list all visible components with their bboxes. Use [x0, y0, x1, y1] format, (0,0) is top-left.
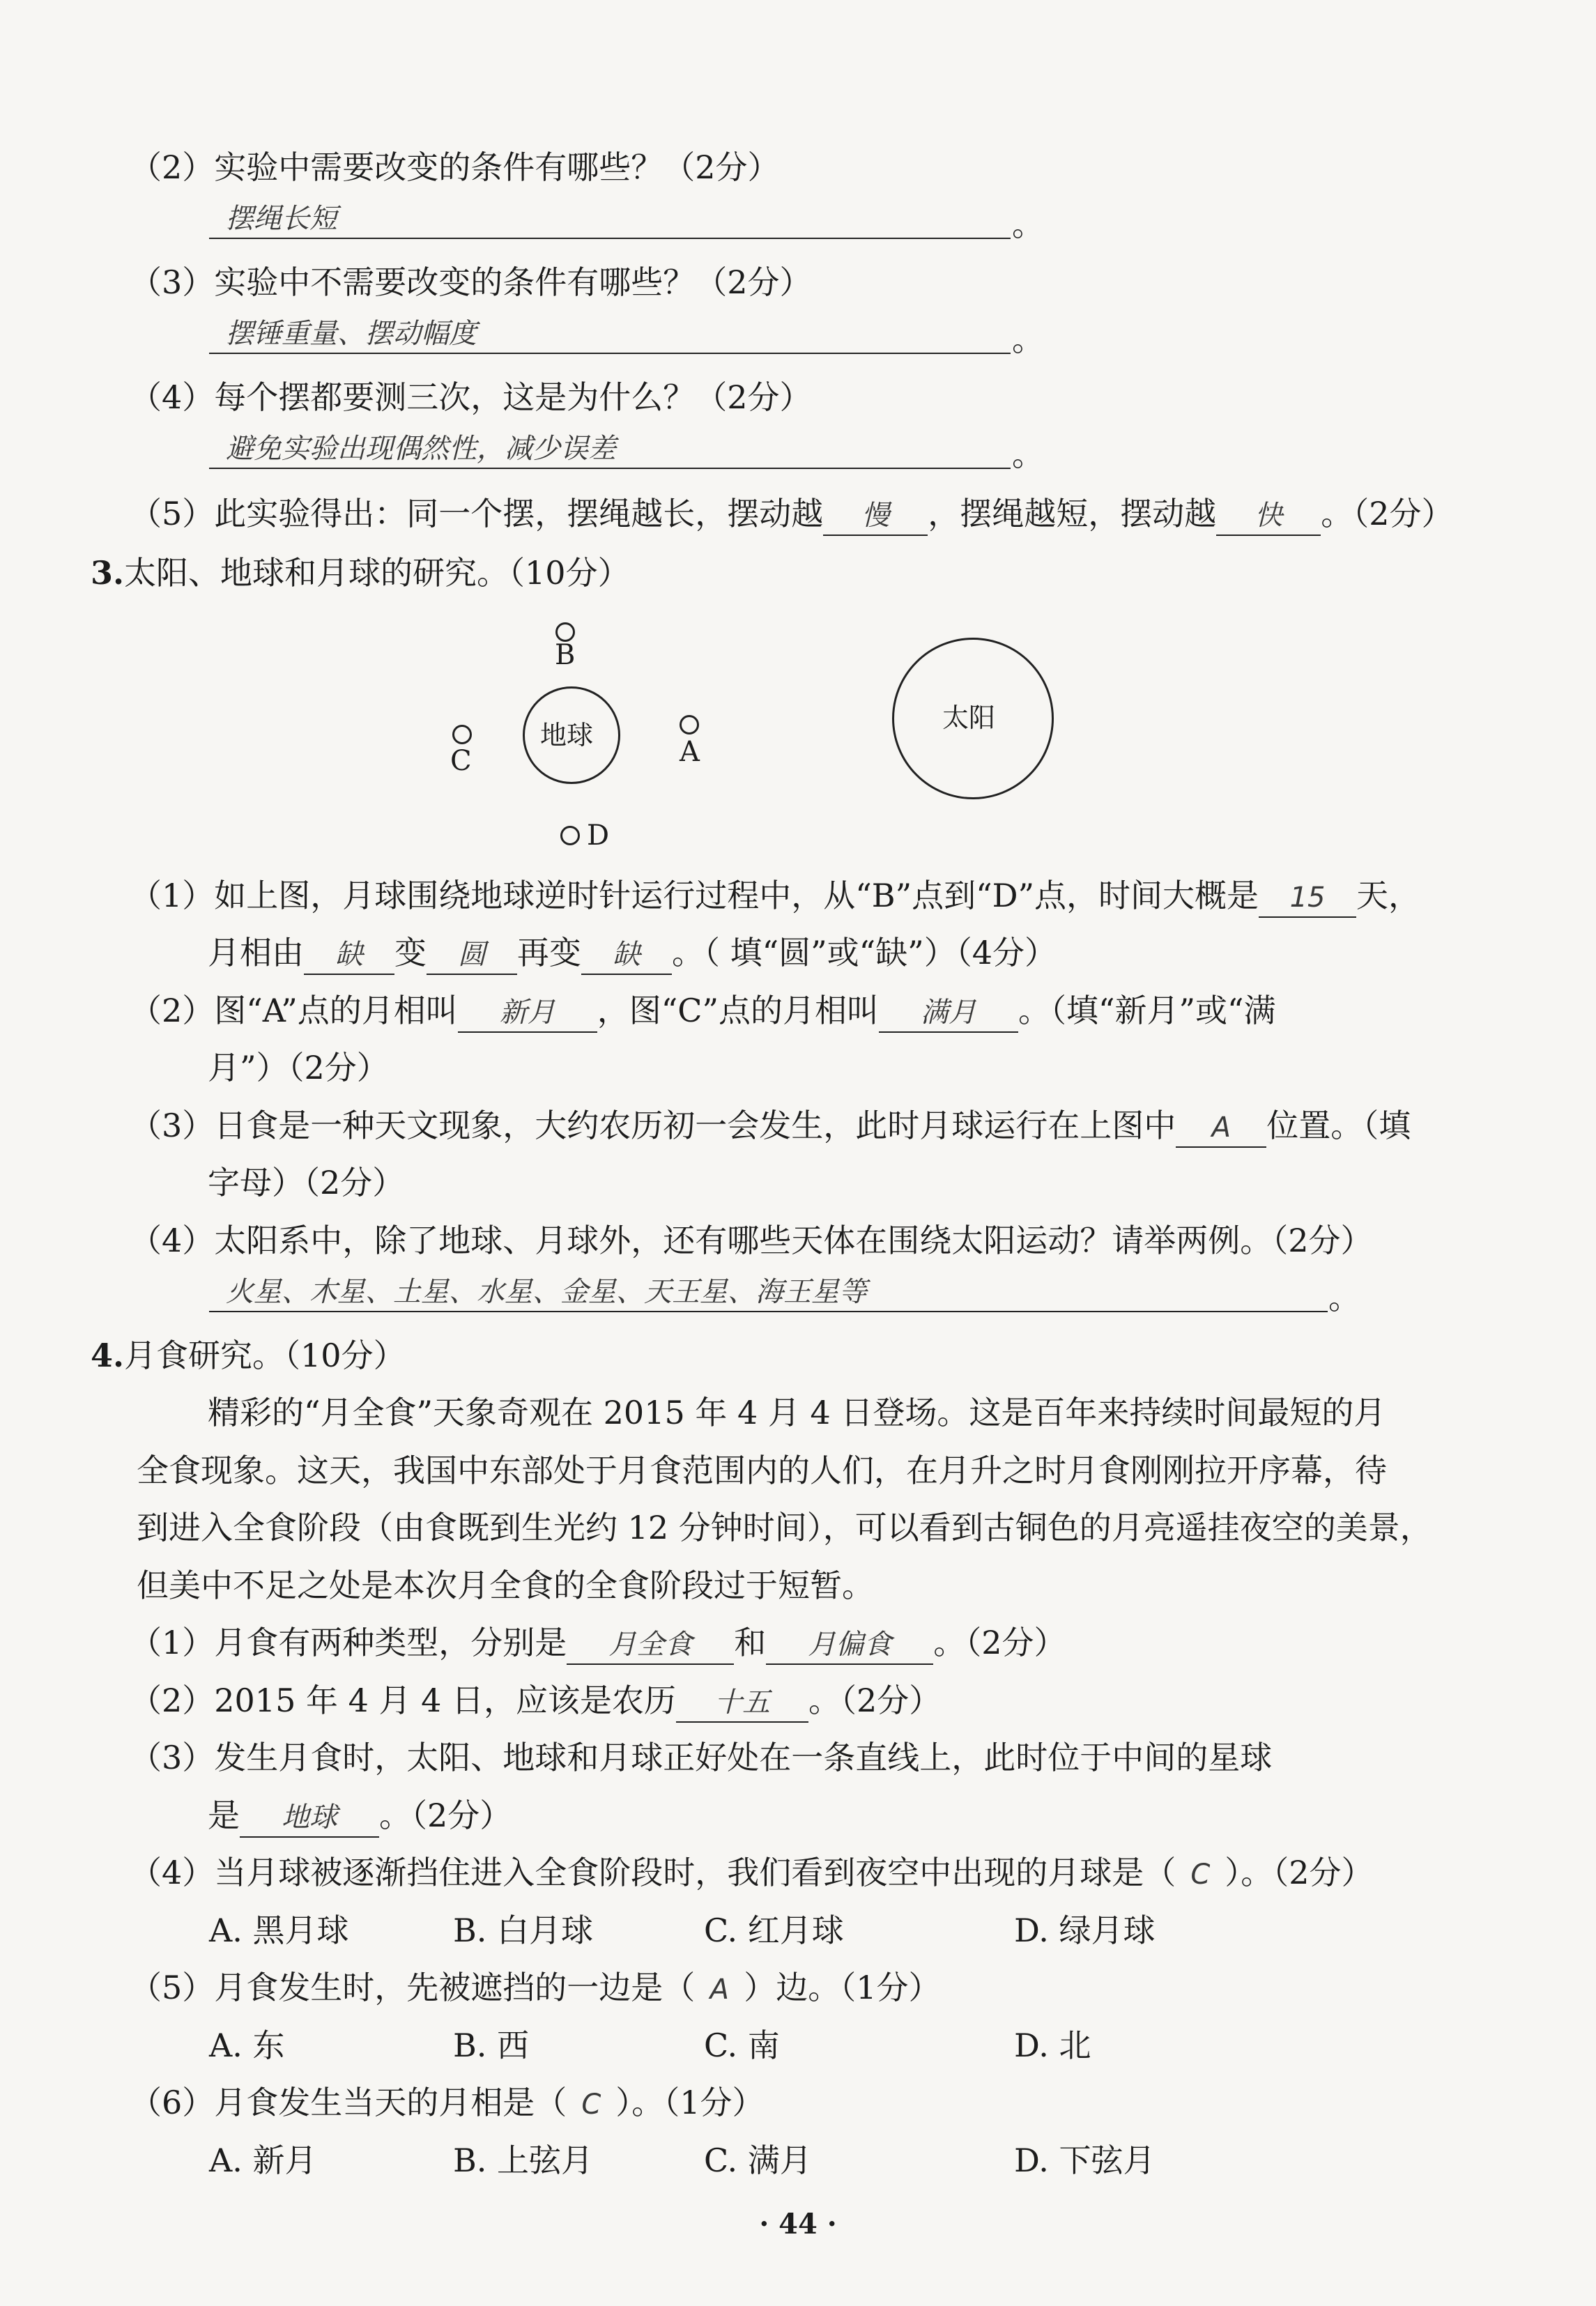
q2-part5-text-b: ，摆绳越短，摆动越: [928, 495, 1217, 532]
q3-part1-text-a: （1）如上图，月球围绕地球逆时针运行过程中，从“B”点到“D”点，时间大概是: [130, 877, 1259, 914]
q3-part1-line2: [208, 932, 1057, 975]
q4-part1: [130, 1622, 1066, 1665]
moon-position-d: [560, 826, 580, 845]
q4-part5-prompt: [130, 1967, 941, 2011]
q3-part1-blank2[interactable]: 缺: [304, 936, 394, 975]
q4-part5-option-b: B. 西: [453, 2027, 530, 2064]
q4-part6-option-a: A. 新月: [209, 2142, 317, 2179]
q4-part4-text-a: （4）当月球被逐渐挡住进入全食阶段时，我们看到夜空中出现的月球是（: [130, 1854, 1176, 1891]
q4-part6-answer[interactable]: C: [581, 2089, 601, 2121]
q3-title: [91, 552, 630, 594]
q3-part1-text-b: 天，: [1356, 877, 1421, 914]
q4-part6-option-c: C. 满月: [704, 2142, 812, 2179]
label-d: D: [587, 820, 610, 852]
q2-part5-blank1[interactable]: 慢: [823, 497, 928, 536]
q4-part3-blank[interactable]: 地球: [240, 1799, 379, 1838]
q4-part5-text-b: ）边。（1分）: [744, 1969, 941, 2006]
q3-part3-line1: [130, 1105, 1411, 1148]
page-number: · 44 ·: [759, 2208, 837, 2240]
q4-part6-prompt: [130, 2082, 765, 2126]
q3-part3-text-a: （3）日食是一种天文现象，大约农历初一会发生，此时月球运行在上图中: [130, 1107, 1176, 1144]
sun-label: 太阳: [942, 702, 996, 733]
q4-paragraph-line2: 全食现象。这天，我国中东部处于月食范围内的人们，在月升之时月食刚刚拉开序幕，待: [137, 1452, 1387, 1489]
period: 。: [1012, 206, 1044, 243]
q2-part3-prompt: （3）实验中不需要改变的条件有哪些？（2分）: [130, 263, 812, 301]
q3-part2-line1: [130, 990, 1276, 1033]
q4-part6-option-d: D. 下弦月: [1014, 2142, 1156, 2179]
q3-number: 3.: [91, 554, 125, 592]
q2-part5-text-c: 。（2分）: [1321, 495, 1454, 532]
q3-part3-blank[interactable]: A: [1176, 1109, 1266, 1148]
label-b: B: [555, 639, 576, 671]
q3-part1-line1: [130, 875, 1420, 918]
q3-part3-line2: 字母）（2分）: [208, 1164, 405, 1201]
q4-title-text: 月食研究。（10分）: [124, 1337, 406, 1374]
q3-part3-text-b: 位置。（填: [1266, 1107, 1411, 1144]
q4-number: 4.: [91, 1337, 125, 1374]
q3-part4-answer[interactable]: 火星、木星、土星、水星、金星、天王星、海王星等: [209, 1272, 1328, 1312]
q3-part1-text-d: 变: [394, 934, 427, 971]
q3-part1-blank1[interactable]: 15: [1259, 879, 1356, 918]
q4-part4-text-b: ）。（2分）: [1225, 1854, 1374, 1891]
q4-part4-answer[interactable]: C: [1190, 1859, 1211, 1891]
q4-part1-blank2[interactable]: 月偏食: [766, 1626, 933, 1665]
q2-part3-answer[interactable]: 摆锤重量、摆动幅度: [209, 314, 1011, 354]
q2-part4-prompt: （4）每个摆都要测三次，这是为什么？（2分）: [130, 378, 812, 416]
q4-part5-text-a: （5）月食发生时，先被遮挡的一边是（: [130, 1969, 696, 2006]
q3-part2-text-a: （2）图“A”点的月相叫: [130, 992, 458, 1029]
q4-paragraph-line1: 精彩的“月全食”天象奇观在 2015 年 4 月 4 日登场。这是百年来持续时间最短的月: [208, 1394, 1386, 1431]
q4-part6-text-b: ）。（1分）: [615, 2084, 765, 2121]
q4-part4-option-b: B. 白月球: [453, 1912, 594, 1949]
q4-part3-text-b: 是: [208, 1797, 240, 1834]
q4-part2-text-b: 。（2分）: [808, 1682, 942, 1719]
q3-part2-text-b: ，图“C”点的月相叫: [597, 992, 879, 1029]
q3-part4-prompt: （4）太阳系中，除了地球、月球外，还有哪些天体在围绕太阳运动？请举两例。（2分）: [130, 1222, 1373, 1259]
q4-part2-text-a: （2）2015 年 4 月 4 日，应该是农历: [130, 1682, 676, 1719]
q4-part6-option-b: B. 上弦月: [453, 2142, 594, 2179]
moon-position-a: [680, 715, 699, 735]
q4-part4-option-c: C. 红月球: [704, 1912, 844, 1949]
q4-part4-option-a: A. 黑月球: [209, 1912, 349, 1949]
q3-part2-blank1[interactable]: 新月: [458, 994, 597, 1033]
label-a: A: [680, 736, 700, 768]
q4-part6-text-a: （6）月食发生当天的月相是（: [130, 2084, 567, 2121]
q3-part1-blank4[interactable]: 缺: [581, 936, 672, 975]
q4-part1-text-c: 。（2分）: [933, 1624, 1066, 1661]
q4-part5-option-c: C. 南: [704, 2027, 780, 2064]
period: 。: [1012, 436, 1044, 473]
q2-part2-answer[interactable]: 摆绳长短: [209, 199, 1011, 239]
q4-part5-option-d: D. 北: [1014, 2027, 1091, 2064]
q4-title: [91, 1335, 406, 1376]
q4-part3-text-c: 。（2分）: [379, 1797, 512, 1834]
q2-part5-blank2[interactable]: 快: [1216, 497, 1321, 536]
label-c: C: [450, 745, 472, 777]
q4-paragraph-line3: 到进入全食阶段（由食既到生光约 12 分钟时间），可以看到古铜色的月亮遥挂夜空的美景，: [137, 1509, 1432, 1546]
q4-part3-line2: [208, 1794, 512, 1838]
q2-part2-prompt: （2）实验中需要改变的条件有哪些？（2分）: [130, 148, 780, 186]
q3-part1-text-f: 。（ 填“圆”或“缺”）（4分）: [672, 934, 1057, 971]
q4-part5-option-a: A. 东: [209, 2027, 285, 2064]
q4-part5-answer[interactable]: A: [709, 1974, 729, 2006]
q4-part2: [130, 1679, 941, 1723]
q3-part2-blank2[interactable]: 满月: [879, 994, 1018, 1033]
q2-part5: [130, 493, 1454, 536]
q3-part1-text-e: 再变: [517, 934, 581, 971]
q3-part1-text-c: 月相由: [208, 934, 304, 971]
period: 。: [1012, 321, 1044, 358]
q2-part5-text-a: （5）此实验得出：同一个摆，摆绳越长，摆动越: [130, 495, 824, 532]
q4-part4-option-d: D. 绿月球: [1014, 1912, 1156, 1949]
period: 。: [1328, 1279, 1360, 1316]
q4-part4-prompt: [130, 1852, 1374, 1896]
moon-position-c: [452, 725, 472, 744]
earth-label: 地球: [540, 720, 594, 751]
q4-part2-blank[interactable]: 十五: [676, 1684, 808, 1723]
q2-part4-answer[interactable]: 避免实验出现偶然性，减少误差: [209, 429, 1011, 469]
q4-part1-blank1[interactable]: 月全食: [567, 1626, 734, 1665]
q3-part2-text-c: 。（填“新月”或“满: [1018, 992, 1276, 1029]
q3-part1-blank3[interactable]: 圆: [427, 936, 517, 975]
q4-part1-text-b: 和: [734, 1624, 767, 1661]
q4-part1-text-a: （1）月食有两种类型，分别是: [130, 1624, 567, 1661]
q4-paragraph-line4: 但美中不足之处是本次月全食的全食阶段过于短暂。: [137, 1567, 874, 1604]
q4-part3-line1: （3）发生月食时，太阳、地球和月球正好处在一条直线上，此时位于中间的星球: [130, 1739, 1273, 1776]
q3-part2-line2: 月”）（2分）: [208, 1049, 389, 1086]
q3-title-text: 太阳、地球和月球的研究。（10分）: [124, 554, 630, 592]
